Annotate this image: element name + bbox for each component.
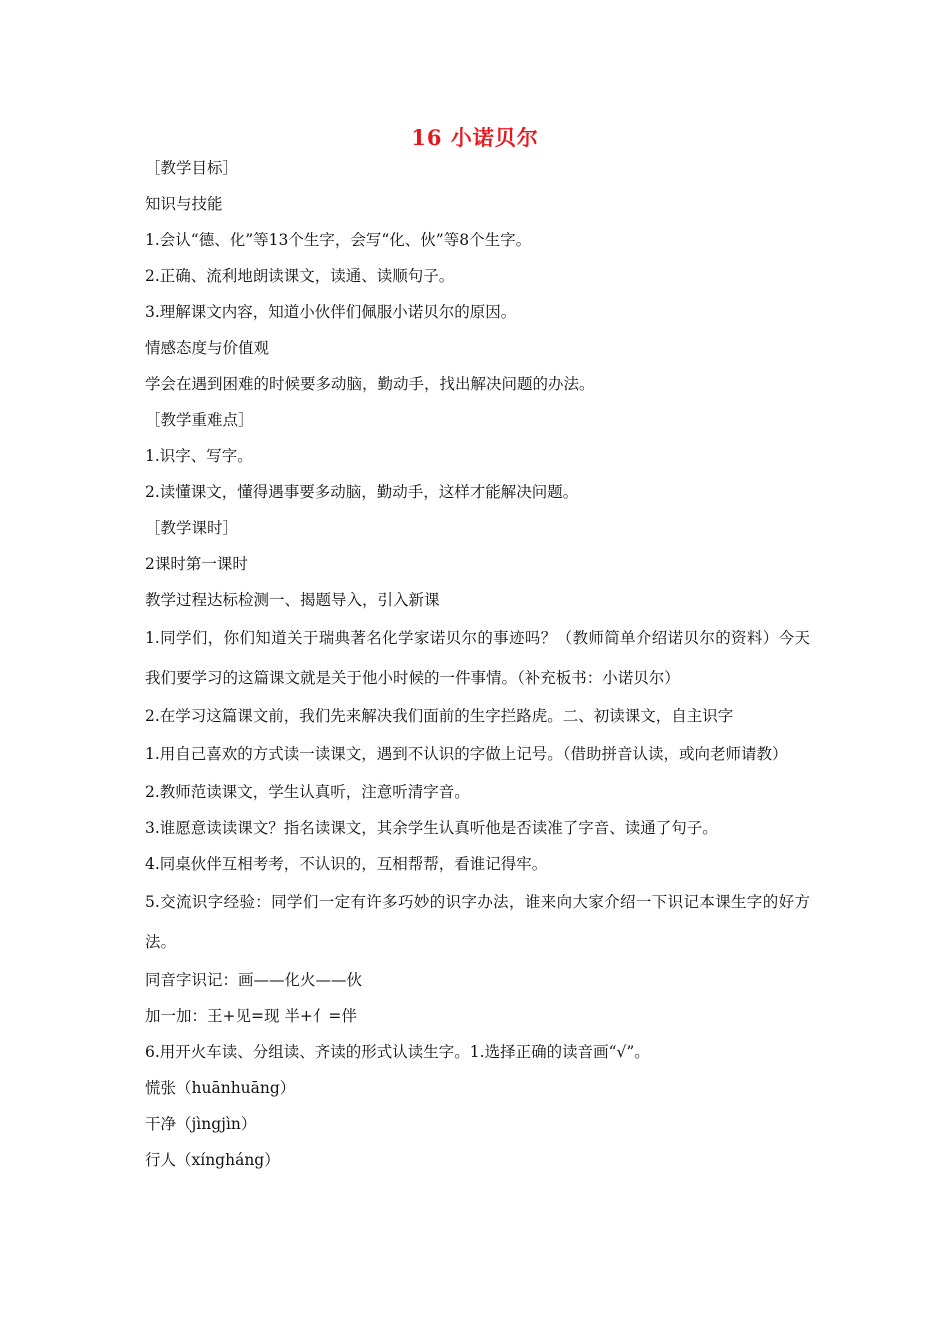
- process-item: 2.在学习这篇课文前，我们先来解决我们面前的生字拦路虎。二、初读课文，自主识字: [145, 707, 734, 725]
- section-heading-objectives: ［教学目标］: [145, 159, 239, 177]
- lesson-title: 16 小诺贝尔: [411, 125, 539, 150]
- process-item: 3.谁愿意读读课文？指名读课文，其余学生认真听他是否读准了字音、读通了句子。: [145, 819, 718, 837]
- process-heading: 教学过程达标检测一、揭题导入，引入新课: [145, 591, 440, 609]
- process-item: 6.用开火车读、分组读、齐读的形式认读生字。1.选择正确的读音画“√”。: [145, 1043, 650, 1061]
- subheading-knowledge-skills: 知识与技能: [145, 195, 223, 213]
- process-paragraph: 5.交流识字经验：同学们一定有许多巧妙的识字办法，谁来向大家介绍一下识记本课生字的好方法。: [145, 893, 810, 951]
- key-point-item: 1.识字、写字。: [145, 447, 253, 465]
- pinyin-exercise: 行人（xíngháng）: [145, 1151, 280, 1169]
- period-info: 2课时第一课时: [145, 555, 248, 573]
- homophone-note: 同音字识记：画——化火——伙: [145, 971, 363, 989]
- process-paragraph: 1.同学们，你们知道关于瑞典著名化学家诺贝尔的事迹吗？（教师简单介绍诺贝尔的资料）今天我们要学习的这篇课文就是关于他小时候的一件事情。（补充板书：小诺贝尔）: [145, 629, 810, 687]
- process-item: 2.教师范读课文，学生认真听，注意听清字音。: [145, 783, 470, 801]
- key-point-item: 2.读懂课文，懂得遇事要多动脑，勤动手，这样才能解决问题。: [145, 483, 579, 501]
- process-paragraph: 1.用自己喜欢的方式读一读课文，遇到不认识的字做上记号。（借助拼音认读，或向老师请教）: [145, 745, 788, 763]
- objective-item: 2.正确、流利地朗读课文，读通、读顺句子。: [145, 267, 455, 285]
- section-heading-key-points: ［教学重难点］: [145, 411, 254, 429]
- addition-note: 加一加：王+见=现 半+亻=伴: [145, 1007, 357, 1025]
- pinyin-exercise: 慌张（huānhuāng）: [145, 1079, 296, 1097]
- section-heading-periods: ［教学课时］: [145, 519, 239, 537]
- process-item: 4.同桌伙伴互相考考，不认识的，互相帮帮，看谁记得牢。: [145, 855, 548, 873]
- objective-item: 1.会认“德、化”等13个生字，会写“化、伙”等8个生字。: [145, 231, 532, 249]
- pinyin-exercise: 干净（jìngjìn）: [145, 1115, 257, 1133]
- objective-item: 3.理解课文内容，知道小伙伴们佩服小诺贝尔的原因。: [145, 303, 517, 321]
- lesson-body: [145, 150, 810, 1178]
- subheading-attitude-values: 情感态度与价值观: [145, 339, 270, 357]
- objective-item: 学会在遇到困难的时候要多动脑，勤动手，找出解决问题的办法。: [145, 375, 595, 393]
